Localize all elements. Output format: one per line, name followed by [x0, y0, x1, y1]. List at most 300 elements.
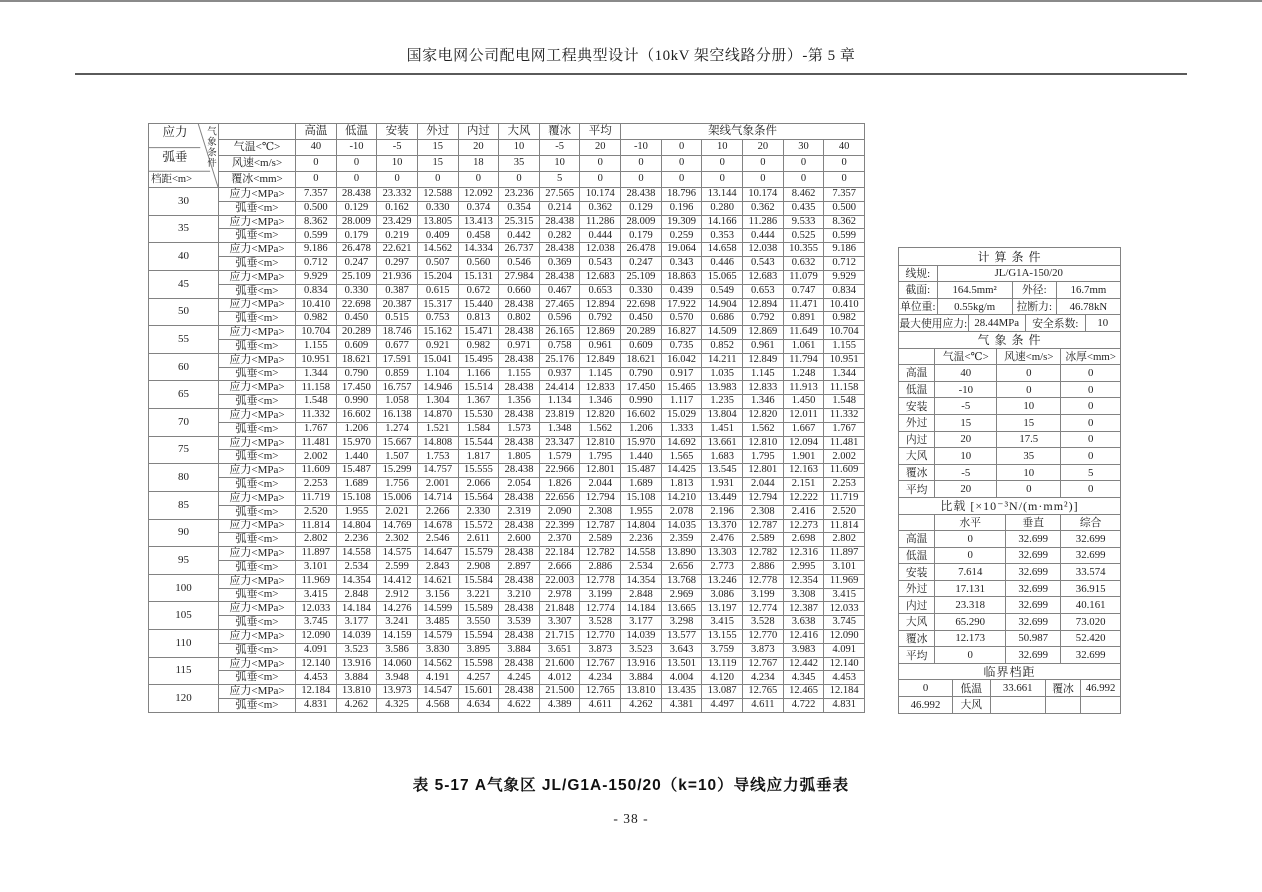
- stress-row: [149, 436, 865, 450]
- sag-value: 2.589: [580, 533, 621, 547]
- sag-value: 1.795: [743, 450, 784, 464]
- stress-value: 16.602: [621, 409, 662, 423]
- stress-value: 14.599: [417, 602, 458, 616]
- param-value: 20: [458, 140, 499, 156]
- sag-value: 1.451: [702, 422, 743, 436]
- sag-value: 4.234: [743, 671, 784, 685]
- critical-span-title: [899, 663, 1120, 680]
- sag-value: 1.155: [296, 339, 337, 353]
- sag-value: 1.440: [336, 450, 377, 464]
- stress-value: 15.162: [417, 326, 458, 340]
- stress-row: [149, 685, 865, 699]
- stress-value: 15.530: [458, 409, 499, 423]
- calc-cell: 0: [1060, 382, 1120, 398]
- stress-value: 12.092: [458, 188, 499, 202]
- corner-label-span: 档距<m>: [151, 173, 193, 185]
- stress-row-label: 应力<MPa>: [219, 630, 296, 644]
- stress-value: 14.334: [458, 243, 499, 257]
- stress-value: 22.184: [539, 547, 580, 561]
- param-value: 0: [621, 172, 662, 188]
- stress-value: 11.481: [824, 436, 865, 450]
- unit-load-title: [899, 497, 1120, 514]
- stress-value: 12.778: [743, 574, 784, 588]
- sag-value: 1.753: [417, 450, 458, 464]
- sag-value: 3.177: [336, 616, 377, 630]
- sag-row: [149, 616, 865, 630]
- sag-value: 2.359: [661, 533, 702, 547]
- unit-load-title-text: 比载 [×10⁻³N/(m·mm²)]: [940, 499, 1079, 514]
- param-label: 气温<℃>: [219, 140, 296, 156]
- param-value: -10: [336, 140, 377, 156]
- span-label: 85: [149, 491, 219, 519]
- stress-value: 12.869: [580, 326, 621, 340]
- stress-value: 13.805: [417, 215, 458, 229]
- param-value: 18: [458, 156, 499, 172]
- condition-header-2: 安装: [377, 124, 418, 140]
- span-label: 30: [149, 188, 219, 216]
- stress-value: 12.810: [580, 436, 621, 450]
- sag-value: 1.440: [621, 450, 662, 464]
- stress-value: 15.594: [458, 630, 499, 644]
- stress-value: 14.769: [377, 519, 418, 533]
- sag-value: 0.686: [702, 312, 743, 326]
- sag-value: 1.901: [783, 450, 824, 464]
- sag-value: 1.155: [499, 367, 540, 381]
- sag-value: 3.523: [336, 643, 377, 657]
- sag-value: 4.389: [539, 699, 580, 713]
- calc-cell: 16.7mm: [1056, 282, 1120, 298]
- stress-value: 11.158: [296, 381, 337, 395]
- sag-row-label: 弧垂<m>: [219, 201, 296, 215]
- stress-value: 14.035: [661, 519, 702, 533]
- param-value: 0: [336, 156, 377, 172]
- stress-row: [149, 188, 865, 202]
- sag-value: 1.206: [621, 422, 662, 436]
- stress-value: 11.897: [824, 547, 865, 561]
- calc-cell: 线规:: [905, 267, 931, 280]
- calc-cell: 0: [1060, 432, 1120, 448]
- sag-value: 4.611: [580, 699, 621, 713]
- stress-value: 13.665: [661, 602, 702, 616]
- condition-header-4: 内过: [458, 124, 499, 140]
- stress-row: [149, 409, 865, 423]
- param-value: 0: [458, 172, 499, 188]
- stress-value: 15.579: [458, 547, 499, 561]
- sag-value: 1.562: [580, 422, 621, 436]
- weather-row: [899, 414, 1120, 431]
- stress-value: 14.558: [336, 547, 377, 561]
- stress-row-label: 应力<MPa>: [219, 574, 296, 588]
- stress-value: 18.746: [377, 326, 418, 340]
- sag-value: 0.653: [743, 284, 784, 298]
- stress-value: 13.810: [336, 685, 377, 699]
- calc-cell: 33.661: [990, 680, 1045, 696]
- sag-row: [149, 339, 865, 353]
- calc-cell: 低温: [952, 680, 990, 696]
- stress-row-label: 应力<MPa>: [219, 326, 296, 340]
- stress-value: 28.438: [539, 270, 580, 284]
- stress-value: 15.440: [458, 298, 499, 312]
- calc-cell: 32.699: [1060, 531, 1120, 547]
- stress-value: 22.698: [621, 298, 662, 312]
- stress-value: 21.500: [539, 685, 580, 699]
- stress-value: 15.108: [336, 491, 377, 505]
- stress-value: 14.166: [702, 215, 743, 229]
- span-label: 70: [149, 409, 219, 437]
- sag-value: 2.054: [499, 478, 540, 492]
- stress-value: 12.794: [580, 491, 621, 505]
- stress-value: 14.946: [417, 381, 458, 395]
- condition-header-3: 外过: [417, 124, 458, 140]
- calc-cell: 截面:: [905, 284, 931, 297]
- calc-cell: 0: [996, 481, 1060, 497]
- stress-row-label: 应力<MPa>: [219, 685, 296, 699]
- spec-row: [899, 314, 1120, 331]
- sag-value: 3.528: [580, 616, 621, 630]
- stress-value: 13.890: [661, 547, 702, 561]
- sag-value: 4.831: [296, 699, 337, 713]
- sag-value: 0.971: [499, 339, 540, 353]
- sag-value: 1.805: [499, 450, 540, 464]
- sag-value: 0.247: [621, 257, 662, 271]
- sag-value: 2.044: [580, 478, 621, 492]
- stress-value: 28.438: [499, 436, 540, 450]
- sag-value: 3.884: [621, 671, 662, 685]
- sag-value: 2.886: [580, 560, 621, 574]
- calc-cell: 内过: [905, 599, 928, 612]
- sag-value: 0.758: [539, 339, 580, 353]
- sag-value: 0.961: [580, 339, 621, 353]
- unit-load-row: [899, 596, 1120, 613]
- calc-cell: [899, 349, 934, 365]
- stress-value: 7.357: [296, 188, 337, 202]
- sag-value: 4.262: [336, 699, 377, 713]
- sag-row-label: 弧垂<m>: [219, 257, 296, 271]
- sag-value: 1.565: [661, 450, 702, 464]
- sag-value: 1.579: [539, 450, 580, 464]
- stress-value: 26.478: [621, 243, 662, 257]
- param-value: 5: [539, 172, 580, 188]
- sag-value: 4.257: [458, 671, 499, 685]
- stress-value: 12.801: [580, 464, 621, 478]
- stress-value: 9.929: [296, 270, 337, 284]
- param-value: 40: [296, 140, 337, 156]
- calc-cell: 20: [934, 432, 996, 448]
- stress-value: 15.065: [702, 270, 743, 284]
- stress-value: 13.144: [702, 188, 743, 202]
- sag-value: 0.179: [336, 229, 377, 243]
- param-value: 15: [417, 156, 458, 172]
- stress-row-label: 应力<MPa>: [219, 381, 296, 395]
- param-value: 0: [417, 172, 458, 188]
- stress-value: 21.936: [377, 270, 418, 284]
- stress-value: 13.413: [458, 215, 499, 229]
- sag-value: 3.638: [783, 616, 824, 630]
- calc-cell: 164.5mm²: [937, 282, 1012, 298]
- sag-value: 2.600: [499, 533, 540, 547]
- stress-row-label: 应力<MPa>: [219, 657, 296, 671]
- param-value: 0: [580, 156, 621, 172]
- calc-conditions-table: [898, 247, 1121, 714]
- span-label: 120: [149, 685, 219, 713]
- sag-value: 0.834: [824, 284, 865, 298]
- stress-value: 11.969: [296, 574, 337, 588]
- stress-value: 12.683: [580, 270, 621, 284]
- stress-value: 14.904: [702, 298, 743, 312]
- stress-value: 17.922: [661, 298, 702, 312]
- condition-header-6: 覆冰: [539, 124, 580, 140]
- sag-value: 0.609: [621, 339, 662, 353]
- sag-value: 0.982: [296, 312, 337, 326]
- stress-row-label: 应力<MPa>: [219, 464, 296, 478]
- sag-value: 1.104: [417, 367, 458, 381]
- sag-value: 0.444: [743, 229, 784, 243]
- stress-value: 13.246: [702, 574, 743, 588]
- critical-span-title-text: 临界档距: [983, 665, 1036, 680]
- sag-row: [149, 588, 865, 602]
- condition-header-row: [149, 124, 865, 140]
- sag-value: 0.596: [539, 312, 580, 326]
- calc-cell: 50.987: [1005, 631, 1060, 647]
- stress-value: 25.109: [336, 270, 377, 284]
- stress-value: 28.438: [621, 188, 662, 202]
- param-value: 0: [296, 156, 337, 172]
- calc-cell: 高温: [905, 367, 928, 380]
- stress-value: 13.087: [702, 685, 743, 699]
- stress-value: 12.787: [580, 519, 621, 533]
- calc-cell: 40: [934, 365, 996, 381]
- stress-row-label: 应力<MPa>: [219, 188, 296, 202]
- stress-value: 14.678: [417, 519, 458, 533]
- sag-value: 0.444: [580, 229, 621, 243]
- sag-value: 3.651: [539, 643, 580, 657]
- sag-value: 1.450: [783, 395, 824, 409]
- sag-row: [149, 367, 865, 381]
- sag-value: 2.236: [621, 533, 662, 547]
- sag-value: 0.599: [824, 229, 865, 243]
- sag-value: 2.666: [539, 560, 580, 574]
- sag-value: 0.387: [377, 284, 418, 298]
- stress-value: 9.929: [824, 270, 865, 284]
- stress-value: 26.165: [539, 326, 580, 340]
- stress-value: 12.683: [743, 270, 784, 284]
- calc-cell: 拉断力:: [1012, 299, 1056, 315]
- span-label: 105: [149, 602, 219, 630]
- weather-header-row: [899, 348, 1120, 365]
- stress-value: 12.094: [783, 436, 824, 450]
- sag-value: 4.722: [783, 699, 824, 713]
- stress-value: 13.983: [702, 381, 743, 395]
- sag-value: 2.908: [458, 560, 499, 574]
- span-label: 60: [149, 353, 219, 381]
- stress-value: 11.897: [296, 547, 337, 561]
- sag-value: 4.004: [661, 671, 702, 685]
- sag-value: 0.599: [296, 229, 337, 243]
- sag-value: 2.534: [621, 560, 662, 574]
- param-value: 0: [783, 156, 824, 172]
- param-value: 0: [783, 172, 824, 188]
- stress-value: 28.438: [499, 547, 540, 561]
- stress-value: 15.471: [458, 326, 499, 340]
- sag-value: 2.546: [417, 533, 458, 547]
- weather-row: [899, 447, 1120, 464]
- calc-cell: 水平: [934, 515, 1005, 531]
- stress-value: 11.814: [824, 519, 865, 533]
- stress-value: 14.870: [417, 409, 458, 423]
- calc-cell: 气温<℃>: [934, 349, 996, 365]
- calc-cell: 32.699: [1060, 647, 1120, 663]
- stress-value: 14.558: [621, 547, 662, 561]
- stress-value: 18.621: [621, 353, 662, 367]
- sag-value: 0.458: [458, 229, 499, 243]
- sag-value: 4.012: [539, 671, 580, 685]
- stress-row-label: 应力<MPa>: [219, 491, 296, 505]
- sag-value: 4.381: [661, 699, 702, 713]
- stress-value: 9.186: [296, 243, 337, 257]
- stress-value: 11.286: [743, 215, 784, 229]
- stress-value: 28.438: [499, 574, 540, 588]
- sag-row-label: 弧垂<m>: [219, 312, 296, 326]
- stress-row: [149, 298, 865, 312]
- calc-cell: 安装: [905, 400, 928, 413]
- stress-value: 13.197: [702, 602, 743, 616]
- sag-value: 3.884: [499, 643, 540, 657]
- span-label: 100: [149, 574, 219, 602]
- stress-value: 10.174: [743, 188, 784, 202]
- stress-value: 16.602: [336, 409, 377, 423]
- sag-value: 1.521: [417, 422, 458, 436]
- unit-load-row: [899, 580, 1120, 597]
- sag-value: 1.826: [539, 478, 580, 492]
- stringing-conditions-header: 架线气象条件: [621, 124, 865, 140]
- param-value: -10: [621, 140, 662, 156]
- sag-value: 3.199: [580, 588, 621, 602]
- sag-value: 3.415: [296, 588, 337, 602]
- stress-value: 12.787: [743, 519, 784, 533]
- stress-value: 28.438: [499, 381, 540, 395]
- param-value: 0: [499, 172, 540, 188]
- stress-value: 14.658: [702, 243, 743, 257]
- weather-row: [899, 397, 1120, 414]
- condition-header-7: 平均: [580, 124, 621, 140]
- stress-value: 14.804: [621, 519, 662, 533]
- doc-header: [0, 44, 1262, 65]
- sag-value: 0.712: [824, 257, 865, 271]
- stress-row: [149, 547, 865, 561]
- stress-value: 13.370: [702, 519, 743, 533]
- sag-value: 2.611: [458, 533, 499, 547]
- sag-value: 2.599: [377, 560, 418, 574]
- stress-value: 10.704: [296, 326, 337, 340]
- sag-value: 2.266: [417, 505, 458, 519]
- stress-value: 22.399: [539, 519, 580, 533]
- param-value: 0: [661, 140, 702, 156]
- sag-value: 0.982: [458, 339, 499, 353]
- stress-value: 15.487: [621, 464, 662, 478]
- stress-value: 12.770: [743, 630, 784, 644]
- stress-value: 23.332: [377, 188, 418, 202]
- calc-cell: 0.55kg/m: [937, 299, 1012, 315]
- sag-value: 1.166: [458, 367, 499, 381]
- stress-value: 20.289: [336, 326, 377, 340]
- param-value: 0: [621, 156, 662, 172]
- sag-value: 1.061: [783, 339, 824, 353]
- param-row: [149, 172, 865, 188]
- stress-value: 10.355: [783, 243, 824, 257]
- sag-row: [149, 643, 865, 657]
- sag-value: 0.546: [499, 257, 540, 271]
- calc-title-text: 计 算 条 件: [977, 249, 1042, 264]
- sag-value: 2.589: [743, 533, 784, 547]
- stress-value: 13.577: [661, 630, 702, 644]
- stress-value: 11.079: [783, 270, 824, 284]
- span-label: 110: [149, 630, 219, 658]
- sag-row-label: 弧垂<m>: [219, 422, 296, 436]
- stress-value: 28.438: [499, 326, 540, 340]
- stress-value: 23.429: [377, 215, 418, 229]
- calc-cell: 32.699: [1005, 647, 1060, 663]
- stress-value: 16.827: [661, 326, 702, 340]
- calc-cell: 7.614: [934, 564, 1005, 580]
- stress-row-label: 应力<MPa>: [219, 298, 296, 312]
- sag-value: 0.280: [702, 201, 743, 215]
- calc-cell: 覆冰: [1045, 680, 1080, 696]
- calc-cell: 28.44MPa: [968, 315, 1025, 331]
- param-value: 20: [743, 140, 784, 156]
- sag-value: 2.912: [377, 588, 418, 602]
- stress-value: 12.770: [580, 630, 621, 644]
- stress-value: 25.315: [499, 215, 540, 229]
- calc-cell: 外径:: [1012, 282, 1056, 298]
- stress-value: 27.984: [499, 270, 540, 284]
- sag-value: 1.767: [824, 422, 865, 436]
- sag-value: 4.611: [743, 699, 784, 713]
- calc-cell: 23.318: [934, 597, 1005, 613]
- stress-value: 28.438: [539, 243, 580, 257]
- sag-row: [149, 533, 865, 547]
- stress-value: 23.236: [499, 188, 540, 202]
- sag-value: 3.895: [458, 643, 499, 657]
- sag-value: 0.354: [499, 201, 540, 215]
- stress-value: 28.438: [499, 409, 540, 423]
- calc-cell: 覆冰: [905, 467, 928, 480]
- stress-row: [149, 657, 865, 671]
- calc-cell: 33.574: [1060, 564, 1120, 580]
- span-label: 35: [149, 215, 219, 243]
- calc-cell: 10: [996, 398, 1060, 414]
- stress-value: 12.184: [824, 685, 865, 699]
- sag-value: 2.196: [702, 505, 743, 519]
- sag-value: 1.145: [743, 367, 784, 381]
- sag-value: 1.134: [539, 395, 580, 409]
- sag-value: 1.548: [296, 395, 337, 409]
- sag-value: 1.304: [417, 395, 458, 409]
- sag-row: [149, 312, 865, 326]
- param-row: [149, 140, 865, 156]
- sag-value: 0.179: [621, 229, 662, 243]
- sag-value: 1.145: [580, 367, 621, 381]
- sag-value: 3.830: [417, 643, 458, 657]
- sag-value: 0.450: [336, 312, 377, 326]
- stress-value: 12.810: [743, 436, 784, 450]
- param-value: 0: [661, 172, 702, 188]
- sag-value: 0.790: [621, 367, 662, 381]
- stress-value: 15.006: [377, 491, 418, 505]
- sag-row: [149, 395, 865, 409]
- corner-divider-lines: [149, 124, 218, 187]
- sag-row: [149, 560, 865, 574]
- sag-value: 0.549: [702, 284, 743, 298]
